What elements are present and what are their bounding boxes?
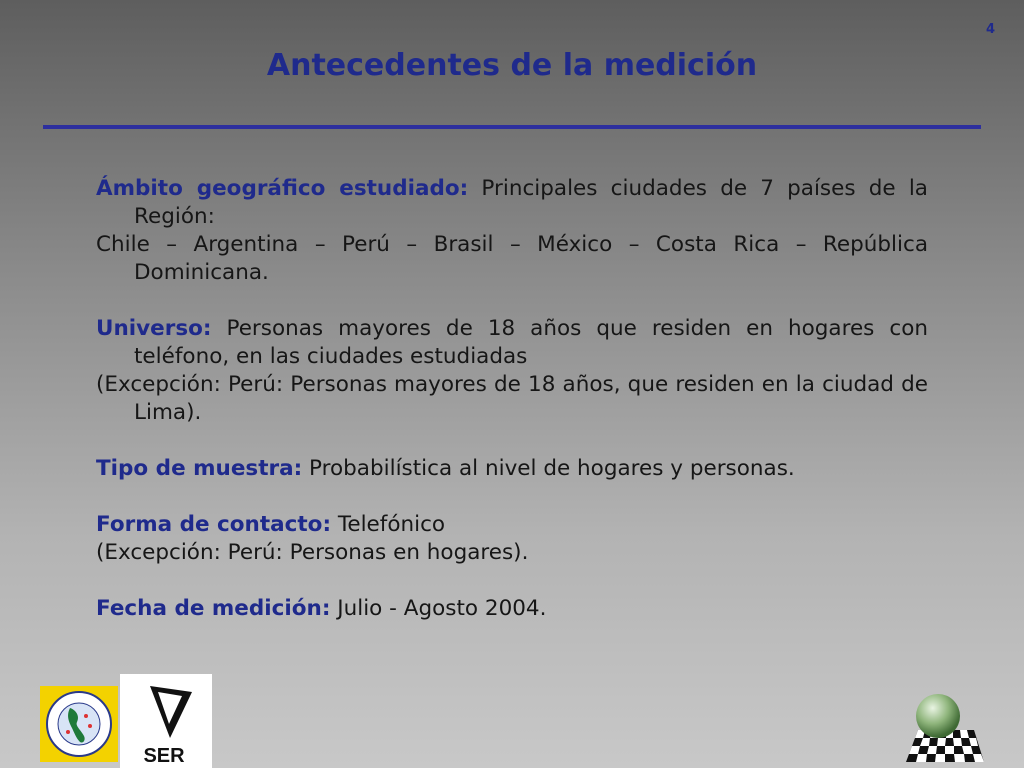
page-number: 4 (986, 22, 996, 37)
forma-label: Forma de contacto: (96, 512, 332, 537)
globe-chessboard-icon (900, 690, 990, 768)
ambito-paragraph (96, 175, 928, 231)
red-interamericana-logo (40, 686, 118, 762)
fecha-paragraph (96, 595, 928, 623)
red-interamericana-icon (40, 686, 118, 762)
tipo-paragraph (96, 455, 928, 483)
globe-chessboard-logo (900, 690, 990, 768)
fecha-text: Julio - Agosto 2004. (330, 596, 547, 621)
slide-title: Antecedentes de la medición (266, 48, 758, 83)
ser-icon (120, 674, 212, 768)
ser-logo-text: SER (143, 745, 185, 767)
forma-paragraph (96, 511, 928, 539)
ambito-text: Principales ciudades de 7 países de la Región: (134, 176, 928, 229)
fecha-label: Fecha de medición: (96, 596, 331, 621)
title-rule (43, 125, 981, 129)
tipo-label: Tipo de muestra: (96, 456, 303, 481)
ambito-label: Ámbito geográfico estudiado: (96, 176, 469, 201)
universo-paragraph (96, 315, 928, 371)
tipo-text: Probabilística al nivel de hogares y personas. (302, 456, 795, 481)
slide-content (96, 175, 928, 623)
universo-label: Universo: (96, 316, 212, 341)
ser-logo (120, 674, 212, 768)
ambito-countries: Chile – Argentina – Perú – Brasil – México – Costa Rica – República Dominicana. (96, 232, 928, 285)
forma-text: Telefónico (331, 512, 446, 537)
universo-exception: (Excepción: Perú: Personas mayores de 18 años, que residen en la ciudad de Lima). (96, 372, 928, 425)
forma-exception: (Excepción: Perú: Personas en hogares). (96, 540, 529, 565)
universo-text: Personas mayores de 18 años que residen en hogares con teléfono, en las ciudades estudiadas (134, 316, 928, 369)
